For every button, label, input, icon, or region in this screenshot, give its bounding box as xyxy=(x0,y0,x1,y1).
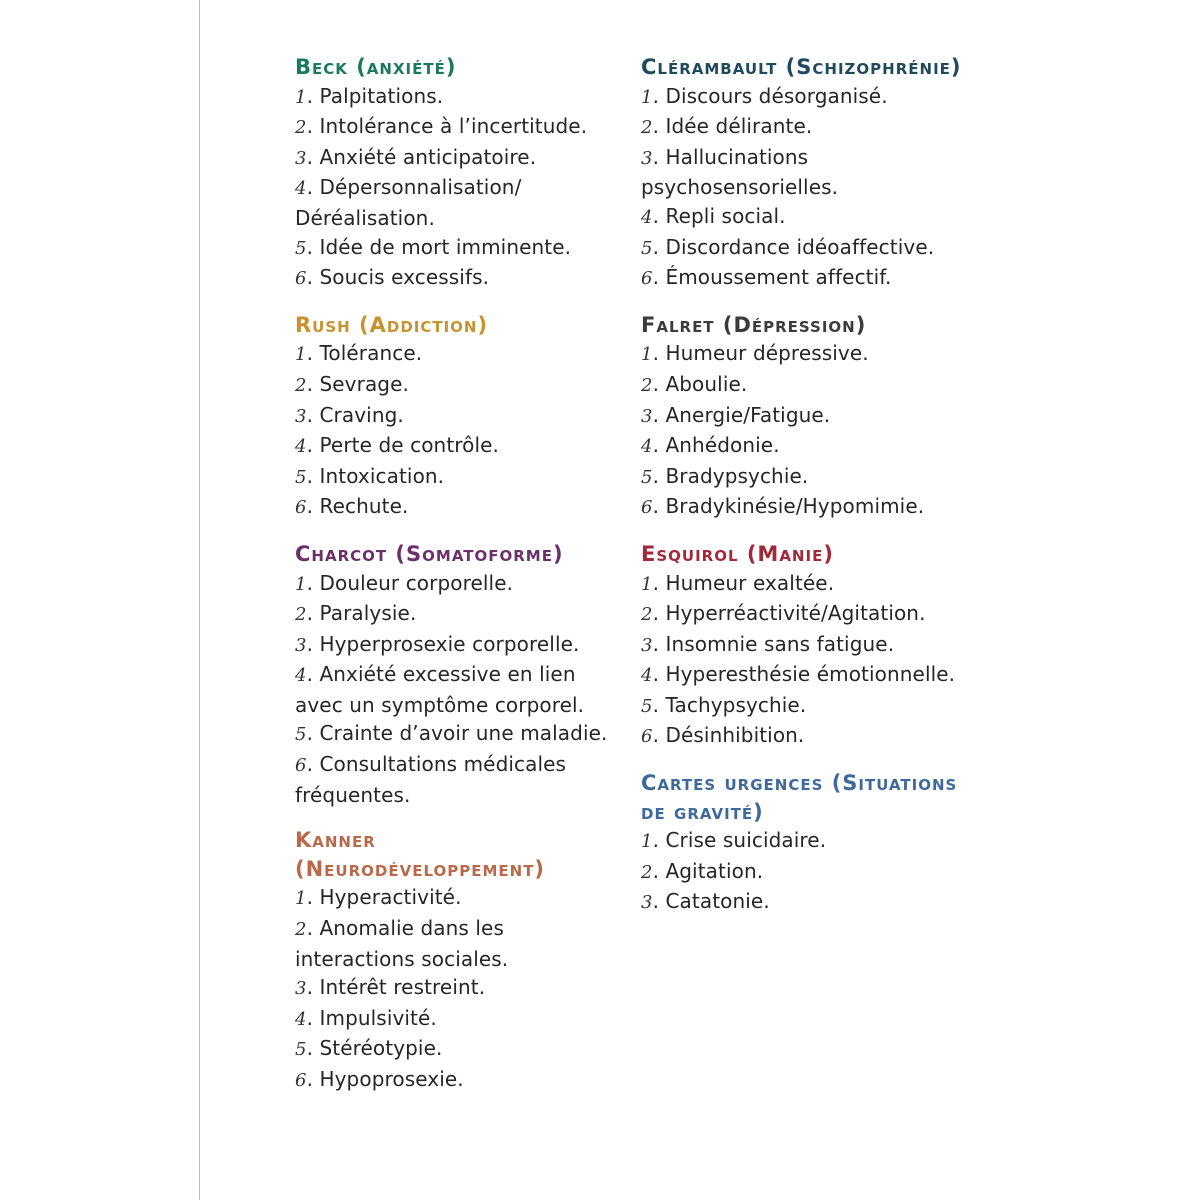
item-text: Sevrage. xyxy=(319,371,409,396)
item-number: 2 xyxy=(641,861,653,883)
item-text: Rechute. xyxy=(319,494,409,519)
item-text: Idée délirante. xyxy=(665,114,813,139)
list-item xyxy=(641,339,971,370)
item-text: Bradykinésie/Hypomimie. xyxy=(665,494,925,519)
number-separator: . xyxy=(306,433,320,458)
section-title: Charcot (Somatoforme) xyxy=(295,541,564,566)
list-item xyxy=(295,630,625,661)
list-item xyxy=(295,492,625,523)
number-separator: . xyxy=(306,265,320,290)
scale-section xyxy=(641,311,971,523)
item-number: 2 xyxy=(295,604,307,626)
list-item xyxy=(641,721,971,752)
item-text: Hallucinations psychosensorielles. xyxy=(641,144,839,200)
list-item xyxy=(295,143,625,174)
list-item xyxy=(641,112,971,143)
item-number: 5 xyxy=(641,466,653,488)
item-text: Palpitations. xyxy=(319,83,444,108)
list-item xyxy=(295,173,625,232)
number-separator: . xyxy=(306,175,320,200)
criteria-list xyxy=(641,826,971,918)
number-separator: . xyxy=(306,916,320,941)
list-item xyxy=(641,826,971,857)
number-separator: . xyxy=(652,692,666,717)
number-separator: . xyxy=(652,402,666,427)
list-item xyxy=(641,492,971,523)
number-separator: . xyxy=(306,463,320,488)
item-text: Hyperprosexie corporelle. xyxy=(319,631,580,656)
item-text: Anomalie dans les interactions sociales. xyxy=(295,916,509,971)
list-item xyxy=(641,691,971,722)
list-item xyxy=(641,630,971,661)
scale-section xyxy=(295,311,625,523)
item-number: 3 xyxy=(295,634,307,656)
item-number: 6 xyxy=(295,497,307,519)
item-text: Impulsivité. xyxy=(319,1005,437,1030)
list-item xyxy=(295,569,625,600)
item-number: 2 xyxy=(295,374,307,396)
number-separator: . xyxy=(306,975,320,1000)
item-text: Crainte d’avoir une maladie. xyxy=(319,721,608,746)
number-separator: . xyxy=(306,83,320,108)
section-title: Clérambault (Schizophrénie) xyxy=(641,55,962,79)
list-item xyxy=(295,750,625,809)
item-number: 1 xyxy=(641,86,653,108)
number-separator: . xyxy=(652,631,666,656)
number-separator: . xyxy=(306,662,320,687)
item-text: Humeur dépressive. xyxy=(665,341,869,366)
list-item xyxy=(295,339,625,370)
list-item xyxy=(295,370,625,401)
list-item xyxy=(295,82,625,113)
item-number: 5 xyxy=(295,1039,307,1061)
item-number: 4 xyxy=(295,665,307,687)
item-number: 4 xyxy=(295,178,307,200)
item-number: 3 xyxy=(295,978,307,1000)
criteria-list xyxy=(641,82,971,294)
item-text: Intolérance à l’incertitude. xyxy=(319,114,588,139)
item-text: Désinhibition. xyxy=(665,723,805,748)
number-separator: . xyxy=(652,858,666,883)
number-separator: . xyxy=(306,234,320,259)
item-text: Hypoprosexie. xyxy=(319,1067,464,1091)
item-number: 1 xyxy=(641,831,653,853)
scale-section xyxy=(641,769,971,918)
item-number: 1 xyxy=(295,344,307,366)
number-separator: . xyxy=(652,463,666,488)
list-item xyxy=(641,143,971,202)
item-text: Agitation. xyxy=(665,858,764,883)
number-separator: . xyxy=(306,494,320,519)
number-separator: . xyxy=(652,234,666,259)
item-number: 5 xyxy=(641,237,653,259)
list-item xyxy=(295,719,625,750)
item-text: Douleur corporelle. xyxy=(319,570,514,595)
criteria-list xyxy=(295,569,625,810)
item-text: Consultations médicales fréquentes. xyxy=(295,752,567,807)
number-separator: . xyxy=(306,371,320,396)
item-text: Tachypsychie. xyxy=(665,692,807,717)
list-item xyxy=(641,370,971,401)
number-separator: . xyxy=(306,1067,320,1091)
item-number: 3 xyxy=(641,405,653,427)
list-item xyxy=(641,233,971,264)
item-text: Anxiété anticipatoire. xyxy=(319,144,537,169)
list-item xyxy=(641,263,971,294)
list-item xyxy=(295,660,625,719)
list-item xyxy=(295,431,625,462)
section-title: Beck (anxiété) xyxy=(295,55,457,79)
item-number: 4 xyxy=(295,436,307,458)
item-number: 6 xyxy=(641,497,653,519)
section-title: Cartes urgences (Situations de gravité) xyxy=(641,771,958,824)
item-number: 6 xyxy=(295,1070,307,1091)
item-text: Bradypsychie. xyxy=(665,463,809,488)
criteria-list xyxy=(641,339,971,523)
list-item xyxy=(641,401,971,432)
item-number: 1 xyxy=(295,573,307,595)
number-separator: . xyxy=(652,83,666,108)
scale-section xyxy=(295,53,625,294)
number-separator: . xyxy=(652,662,666,687)
number-separator: . xyxy=(306,114,320,139)
item-text: Insomnie sans fatigue. xyxy=(665,631,895,656)
number-separator: . xyxy=(306,402,320,427)
item-number: 6 xyxy=(641,726,653,748)
item-number: 3 xyxy=(641,147,653,169)
item-text: Intérêt restreint. xyxy=(319,975,486,1000)
item-text: Dépersonnalisation/ Déréalisation. xyxy=(295,175,522,230)
item-text: Hyperesthésie émotionnelle. xyxy=(665,662,956,687)
section-title: Falret (Dépression) xyxy=(641,312,867,337)
number-separator: . xyxy=(652,144,666,169)
list-item xyxy=(295,973,625,1004)
item-number: 5 xyxy=(295,466,307,488)
list-item xyxy=(295,1034,625,1065)
list-item xyxy=(295,883,625,914)
list-item xyxy=(295,1004,625,1035)
list-item xyxy=(295,914,625,973)
scale-section xyxy=(295,540,625,809)
item-number: 1 xyxy=(295,888,307,910)
number-separator: . xyxy=(652,828,666,853)
item-number: 1 xyxy=(295,86,307,108)
number-separator: . xyxy=(652,723,666,748)
list-item xyxy=(641,569,971,600)
right-column xyxy=(641,53,971,935)
item-text: Hyperactivité. xyxy=(319,885,462,910)
scale-section xyxy=(641,540,971,752)
item-number: 1 xyxy=(641,344,653,366)
left-column xyxy=(295,53,625,1113)
item-number: 3 xyxy=(295,147,307,169)
section-title: Kanner (Neurodéveloppement) xyxy=(295,828,546,881)
list-item xyxy=(641,202,971,233)
number-separator: . xyxy=(306,752,320,777)
number-separator: . xyxy=(652,203,666,228)
list-item xyxy=(295,462,625,493)
item-number: 1 xyxy=(641,573,653,595)
criteria-list xyxy=(641,569,971,753)
item-number: 5 xyxy=(295,724,307,746)
item-text: Anxiété excessive en lien avec un symptôme corporel. xyxy=(295,662,585,717)
number-separator: . xyxy=(652,889,666,914)
list-item xyxy=(295,112,625,143)
item-number: 2 xyxy=(641,604,653,626)
list-item xyxy=(641,857,971,888)
criteria-list xyxy=(295,883,625,1095)
item-number: 4 xyxy=(641,206,653,228)
item-text: Émoussement affectif. xyxy=(665,265,892,290)
item-text: Humeur exaltée. xyxy=(665,570,835,595)
item-number: 5 xyxy=(641,695,653,717)
list-item xyxy=(295,401,625,432)
item-number: 2 xyxy=(641,117,653,139)
item-text: Intoxication. xyxy=(319,463,445,488)
list-item xyxy=(641,660,971,691)
item-text: Paralysie. xyxy=(319,601,417,626)
item-number: 4 xyxy=(641,436,653,458)
scale-section xyxy=(641,53,971,294)
number-separator: . xyxy=(652,114,666,139)
section-title: Rush (Addiction) xyxy=(295,312,489,337)
list-item xyxy=(641,599,971,630)
number-separator: . xyxy=(652,265,666,290)
item-number: 5 xyxy=(295,237,307,259)
number-separator: . xyxy=(306,144,320,169)
number-separator: . xyxy=(306,1005,320,1030)
item-text: Stéréotypie. xyxy=(319,1036,443,1061)
item-text: Anhédonie. xyxy=(665,433,780,458)
list-item xyxy=(295,1065,625,1096)
item-number: 2 xyxy=(295,919,307,941)
list-item xyxy=(295,233,625,264)
number-separator: . xyxy=(306,570,320,595)
item-text: Aboulie. xyxy=(665,371,748,396)
item-text: Hyperréactivité/Agitation. xyxy=(665,601,926,626)
section-title: Esquirol (Manie) xyxy=(641,541,834,566)
number-separator: . xyxy=(306,631,320,656)
number-separator: . xyxy=(652,341,666,366)
item-text: Soucis excessifs. xyxy=(319,265,490,290)
list-item xyxy=(641,462,971,493)
item-number: 2 xyxy=(295,117,307,139)
item-text: Anergie/Fatigue. xyxy=(665,402,831,427)
item-text: Perte de contrôle. xyxy=(319,433,500,458)
number-separator: . xyxy=(652,494,666,519)
criteria-list xyxy=(295,82,625,294)
scale-section xyxy=(295,826,625,1095)
item-number: 3 xyxy=(641,634,653,656)
item-text: Discours désorganisé. xyxy=(665,83,888,108)
list-item xyxy=(641,82,971,113)
number-separator: . xyxy=(652,433,666,458)
item-number: 3 xyxy=(641,892,653,914)
number-separator: . xyxy=(652,371,666,396)
item-number: 6 xyxy=(641,268,653,290)
item-number: 6 xyxy=(295,755,307,777)
item-text: Repli social. xyxy=(665,203,786,228)
list-item xyxy=(641,431,971,462)
number-separator: . xyxy=(652,601,666,626)
page-margin-line xyxy=(199,0,200,1200)
item-text: Discordance idéoaffective. xyxy=(665,234,935,259)
item-number: 6 xyxy=(295,268,307,290)
list-item xyxy=(641,887,971,918)
number-separator: . xyxy=(306,885,320,910)
number-separator: . xyxy=(652,570,666,595)
list-item xyxy=(295,599,625,630)
item-text: Crise suicidaire. xyxy=(665,828,827,853)
item-text: Tolérance. xyxy=(319,341,423,366)
number-separator: . xyxy=(306,601,320,626)
item-number: 2 xyxy=(641,374,653,396)
number-separator: . xyxy=(306,1036,320,1061)
item-text: Catatonie. xyxy=(665,889,770,914)
criteria-list xyxy=(295,339,625,523)
number-separator: . xyxy=(306,341,320,366)
item-text: Craving. xyxy=(319,402,404,427)
item-number: 4 xyxy=(295,1008,307,1030)
item-number: 4 xyxy=(641,665,653,687)
item-text: Idée de mort imminente. xyxy=(319,234,572,259)
item-number: 3 xyxy=(295,405,307,427)
number-separator: . xyxy=(306,721,320,746)
list-item xyxy=(295,263,625,294)
